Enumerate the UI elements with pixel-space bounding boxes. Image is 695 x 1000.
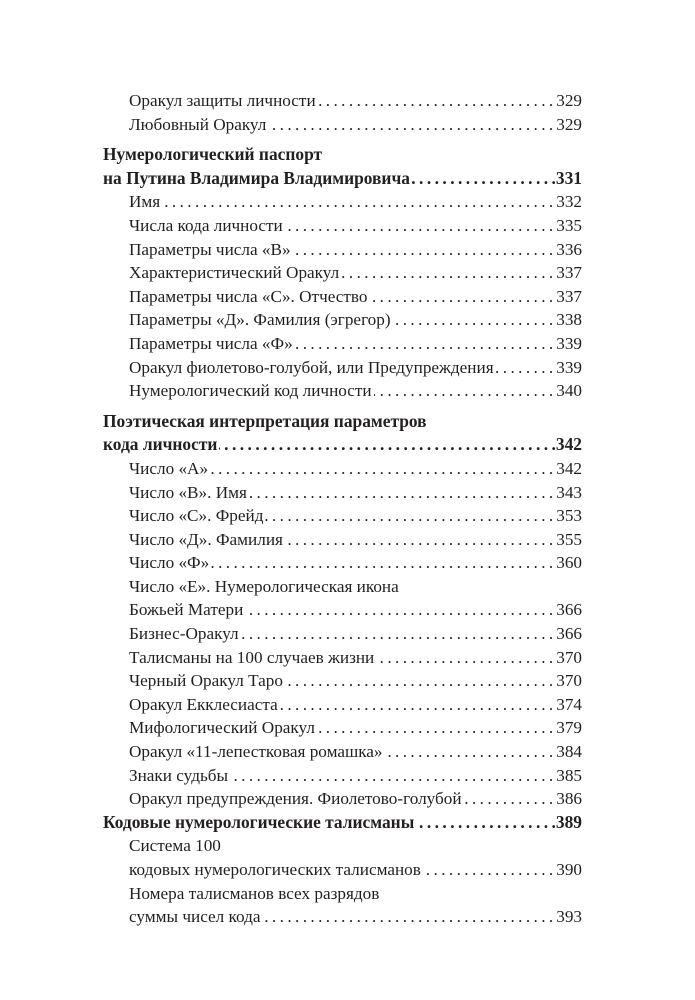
dot-leader: [341, 261, 553, 285]
toc-section-page: 389: [555, 811, 582, 832]
table-of-contents: [103, 89, 582, 929]
dot-leader: [374, 379, 554, 403]
dot-leader: [423, 858, 553, 882]
toc-entry-page: 360: [556, 553, 582, 573]
toc-section-label: Поэтическая интерпретация параметров: [103, 410, 427, 431]
toc-entry[interactable]: [103, 598, 582, 622]
toc-entry-page: 355: [556, 529, 582, 549]
toc-entry-label: Число «Д». Фамилия: [129, 529, 283, 549]
dot-leader: [393, 308, 554, 332]
toc-entry[interactable]: [103, 379, 582, 403]
toc-entry[interactable]: [103, 113, 582, 137]
toc-entry-page: 385: [556, 765, 582, 785]
toc-entry[interactable]: [103, 356, 582, 380]
toc-entry[interactable]: [103, 622, 582, 646]
dot-leader: [317, 716, 553, 740]
toc-entry-page: 337: [556, 286, 582, 306]
toc-entry-label: Число «Ф»: [129, 553, 210, 573]
toc-entry-label: Оракул предупреждения. Фиолетово-голубой: [129, 789, 462, 809]
toc-entry-label: Оракул защиты личности: [129, 91, 316, 110]
toc-entry-page: 340: [556, 381, 582, 401]
toc-entry[interactable]: [103, 214, 582, 238]
toc-entry-label: кодовых нумерологических талисманов: [129, 860, 421, 879]
toc-entry[interactable]: [103, 834, 582, 858]
dot-leader: [412, 167, 556, 191]
toc-entry-page: 335: [556, 215, 582, 235]
toc-entry[interactable]: [103, 787, 582, 811]
toc-section-label: кода личности: [103, 434, 218, 455]
toc-entry-page: 353: [556, 506, 582, 526]
toc-entry-page: 329: [556, 91, 582, 110]
toc-entry-label: Талисманы на 100 случаев жизни: [129, 647, 375, 667]
toc-entry-page: 343: [556, 482, 582, 502]
dot-leader: [370, 285, 554, 309]
toc-entry-page: 339: [556, 357, 582, 377]
dot-leader: [219, 433, 556, 457]
toc-entry[interactable]: [103, 575, 582, 599]
toc-entry-page: 329: [556, 114, 582, 134]
toc-entry-page: 339: [556, 333, 582, 353]
toc-entry-label: Имя: [129, 192, 161, 212]
toc-entry[interactable]: [103, 858, 582, 882]
dot-leader: [280, 693, 553, 717]
dot-leader: [293, 238, 554, 262]
toc-entry[interactable]: [103, 89, 582, 113]
toc-entry-page: 393: [556, 907, 582, 927]
toc-entry-page: 342: [556, 458, 582, 478]
toc-entry-page: 370: [556, 647, 582, 667]
toc-entry[interactable]: [103, 646, 582, 670]
toc-entry-label: Параметры «Д». Фамилия (эгрегор): [129, 310, 391, 330]
toc-entry-page: 366: [556, 600, 582, 620]
toc-entry-label: Оракул фиолетово-голубой, или Предупреждения: [129, 357, 494, 377]
toc-entry-label: Знаки судьбы: [129, 765, 229, 785]
dot-leader: [285, 214, 553, 238]
toc-entry-label: Система 100: [129, 836, 221, 856]
toc-entry[interactable]: [103, 457, 582, 481]
dot-leader: [318, 89, 554, 113]
dot-leader: [285, 669, 553, 693]
toc-entry[interactable]: [103, 481, 582, 505]
toc-entry-label: Номера талисманов всех разрядов: [129, 883, 380, 903]
toc-entry-label: Оракул Екклесиаста: [129, 694, 278, 714]
toc-entry-label: Число «Е». Нумерологическая икона: [129, 576, 399, 596]
toc-entry[interactable]: [103, 693, 582, 717]
toc-entry-page: 379: [556, 718, 582, 738]
toc-entry-label: Божьей Матери: [129, 600, 244, 620]
toc-entry-label: Число «С». Фрейд: [129, 506, 264, 526]
toc-entry-label: Мифологический Оракул: [129, 718, 315, 738]
dot-leader: [230, 764, 553, 788]
toc-section-label: Кодовые нумерологические талисманы: [103, 811, 415, 832]
toc-entry-label: Параметры числа «Ф»: [129, 333, 293, 353]
toc-entry-page: 336: [556, 239, 582, 259]
toc-section-heading[interactable]: [103, 811, 582, 835]
toc-entry-label: Бизнес-Оракул: [129, 624, 239, 644]
toc-entry[interactable]: [103, 882, 582, 906]
toc-entry-label: Число «А»: [129, 458, 209, 478]
toc-entry[interactable]: [103, 238, 582, 262]
toc-entry-label: Черный Оракул Таро: [129, 671, 283, 691]
toc-entry[interactable]: [103, 716, 582, 740]
toc-entry[interactable]: [103, 551, 582, 575]
dot-leader: [268, 113, 553, 137]
toc-entry-label: Характеристический Оракул: [129, 263, 340, 283]
toc-entry-page: 374: [556, 694, 582, 714]
toc-section-heading[interactable]: [103, 433, 582, 457]
dot-leader: [162, 190, 553, 214]
toc-entry-page: 370: [556, 671, 582, 691]
toc-entry-page: 386: [556, 789, 582, 809]
toc-entry-label: Параметры числа «С». Отчество: [129, 286, 368, 306]
toc-entry-label: Число «В». Имя: [129, 482, 247, 502]
toc-entry-label: суммы чисел кода: [129, 907, 261, 927]
dot-leader: [496, 356, 554, 380]
toc-entry-label: Оракул «11-лепестковая ромашка»: [129, 742, 383, 762]
toc-section-page: 342: [555, 434, 582, 455]
toc-section-heading[interactable]: [103, 410, 582, 434]
toc-entry[interactable]: [103, 285, 582, 309]
toc-entry-label: Любовный Оракул: [129, 114, 267, 134]
toc-entry[interactable]: [103, 764, 582, 788]
dot-leader: [295, 332, 554, 356]
toc-entry-label: Параметры числа «В»: [129, 239, 291, 259]
toc-section-label: Нумерологический паспорт: [103, 144, 323, 165]
dot-leader: [263, 905, 554, 929]
toc-section-heading[interactable]: [103, 167, 582, 191]
toc-entry[interactable]: [103, 528, 582, 552]
toc-entry[interactable]: [103, 332, 582, 356]
dot-leader: [245, 598, 553, 622]
dot-leader: [416, 811, 556, 835]
dot-leader: [285, 528, 553, 552]
dot-leader: [265, 504, 553, 528]
toc-entry[interactable]: [103, 905, 582, 929]
toc-section-label: на Путина Владимира Владимировича: [103, 167, 410, 188]
toc-entry-page: 337: [556, 263, 582, 283]
toc-entry[interactable]: [103, 308, 582, 332]
toc-entry-page: 390: [556, 860, 582, 879]
toc-entry-label: Нумерологический код личности: [129, 381, 372, 401]
dot-leader: [385, 740, 554, 764]
dot-leader: [249, 481, 553, 505]
dot-leader: [210, 457, 553, 481]
toc-entry-label: Числа кода личности: [129, 215, 283, 235]
toc-entry-page: 338: [556, 310, 582, 330]
toc-section-page: 331: [555, 167, 582, 188]
dot-leader: [376, 646, 553, 670]
toc-section-heading[interactable]: [103, 143, 582, 167]
toc-entry-page: 384: [556, 742, 582, 762]
toc-entry[interactable]: [103, 261, 582, 285]
toc-entry[interactable]: [103, 190, 582, 214]
toc-entry-page: 366: [556, 624, 582, 644]
toc-entry[interactable]: [103, 669, 582, 693]
dot-leader: [241, 622, 554, 646]
toc-entry[interactable]: [103, 740, 582, 764]
dot-leader: [464, 787, 554, 811]
toc-entry[interactable]: [103, 504, 582, 528]
dot-leader: [211, 551, 553, 575]
toc-entry-page: 332: [556, 192, 582, 212]
